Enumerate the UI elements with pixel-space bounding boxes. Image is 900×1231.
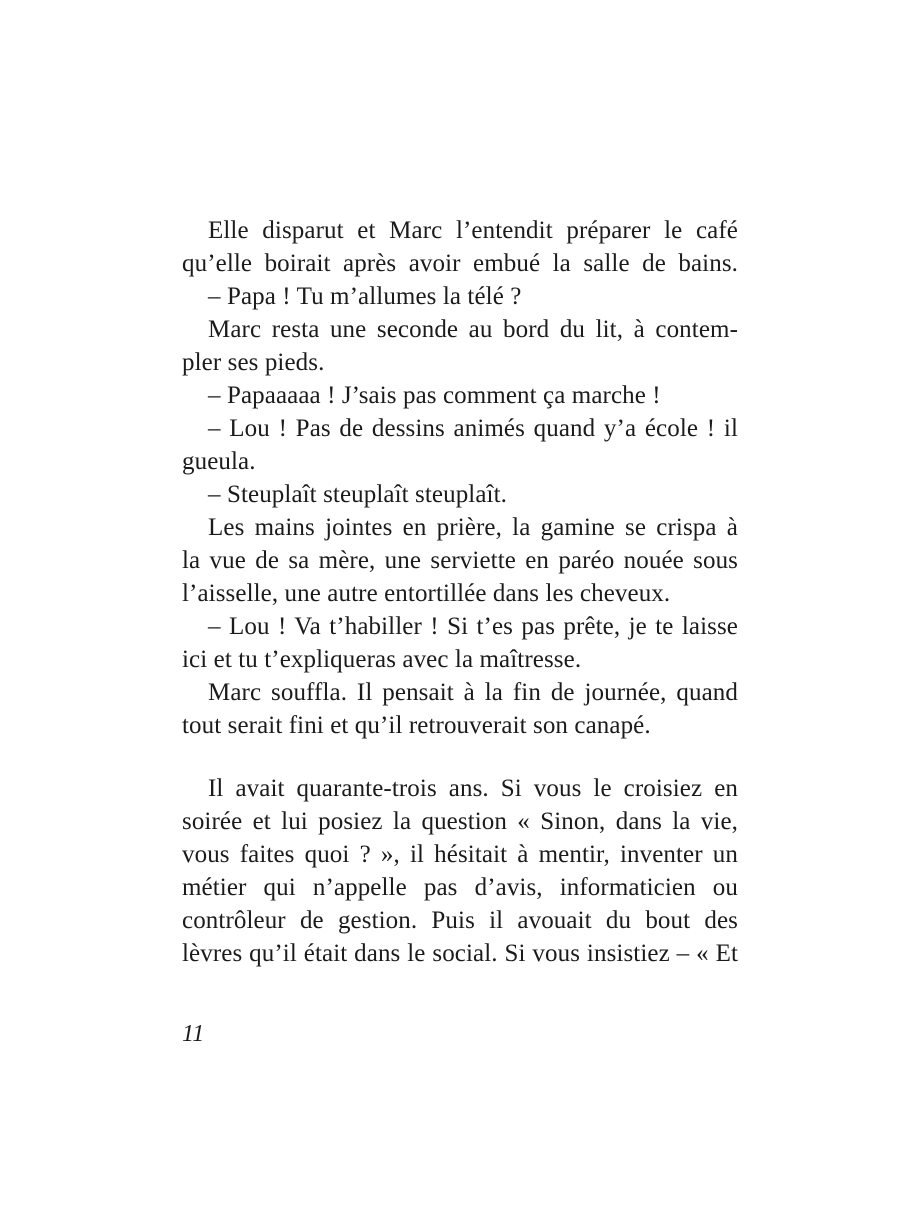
text-line: Elle disparut et Marc l’entendit préparer le café — [208, 217, 738, 244]
paragraph — [182, 772, 738, 970]
text-line: – Papa ! Tu m’allumes la télé ? — [208, 283, 522, 310]
text-line: – Lou ! Va t’habiller ! Si t’es pas prête, je te laisse — [208, 613, 738, 640]
text-line: Les mains jointes en prière, la gamine se crispa à — [208, 514, 738, 541]
text-line: – Papaaaaa ! J’sais pas comment ça marche ! — [208, 382, 661, 409]
text-line: l’aisselle, une autre entortillée dans les cheveux. — [182, 580, 671, 607]
text-line: soirée et lui posiez la question « Sinon, dans la vie, — [182, 808, 738, 835]
text-line: Il avait quarante-trois ans. Si vous le croisiez en — [208, 775, 738, 802]
text-block — [182, 214, 738, 970]
page-number: 11 — [182, 1021, 205, 1047]
text-line: gueula. — [182, 448, 256, 475]
text-line: Marc souffla. Il pensait à la fin de journée, quand — [208, 679, 738, 706]
text-line: – Steuplaît steuplaît steuplaît. — [208, 481, 507, 508]
text-line: vous faites quoi ? », il hésitait à mentir, inventer un — [182, 841, 738, 868]
text-line: lèvres qu’il était dans le social. Si vous insistiez – « Et — [182, 940, 738, 967]
text-line: la vue de sa mère, une serviette en paréo nouée sous — [182, 547, 738, 574]
text-line: qu’elle boirait après avoir embué la salle de bains. — [182, 250, 738, 277]
text-line: pler ses pieds. — [182, 349, 325, 376]
paragraph — [182, 214, 738, 742]
text-line: métier qui n’appelle pas d’avis, informaticien ou — [182, 874, 738, 901]
text-line: – Lou ! Pas de dessins animés quand y’a école ! il — [208, 415, 738, 442]
text-line: Marc resta une seconde au bord du lit, à contem- — [208, 316, 738, 343]
text-line: contrôleur de gestion. Puis il avouait du bout des — [182, 907, 738, 934]
text-line: tout serait fini et qu’il retrouverait son canapé. — [182, 712, 651, 739]
text-line: ici et tu t’expliqueras avec la maîtresse. — [182, 646, 582, 673]
